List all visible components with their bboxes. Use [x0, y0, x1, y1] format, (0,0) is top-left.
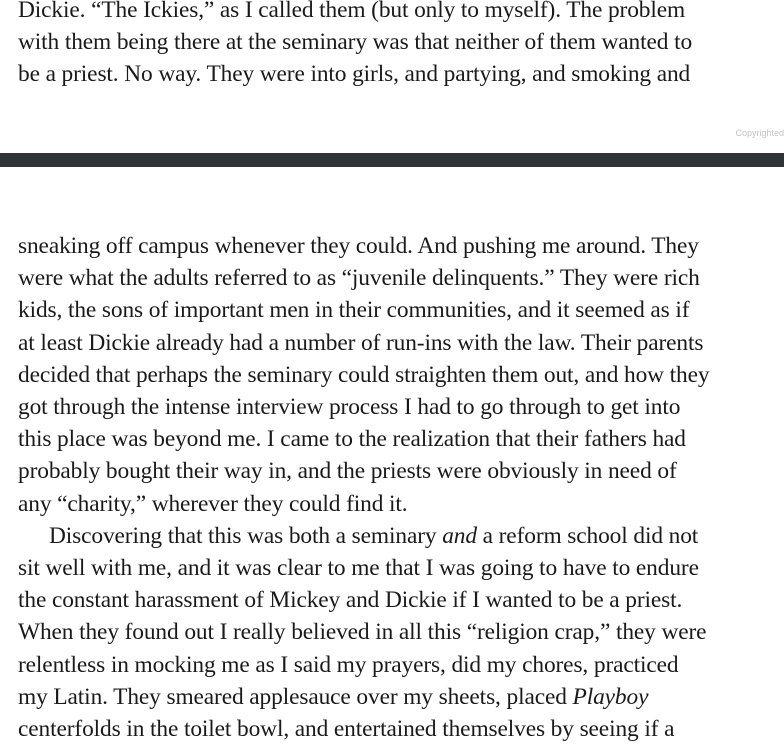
text-line: the constant harassment of Mickey and Dickie if I wanted to be a priest. [18, 587, 683, 614]
text-line: sneaking off campus whenever they could. And pushing me around. They [18, 233, 699, 259]
text-line: sit well with me, and it was clear to me that I was going to have to endure [18, 555, 699, 582]
copyright-watermark: Copyrighted [735, 128, 784, 138]
text-line: When they found out I really believed in all this “religion crap,” they were [18, 619, 707, 646]
text-line: this place was beyond me. I came to the realization that their fathers had [18, 426, 686, 453]
text-line: Dickie. “The Ickies,” as I called them (but only to myself). The problem [18, 0, 686, 23]
text-run: Discovering that this was both a seminary [49, 522, 443, 549]
page-divider [0, 153, 784, 167]
text-line: kids, the sons of important men in their communities, and it seemed as if [18, 297, 690, 324]
text-line: centerfolds in the toilet bowl, and entertained themselves by seeing if a [18, 716, 675, 743]
text-line: decided that perhaps the seminary could straighten them out, and how they [18, 361, 710, 388]
text-run: a reform school did not [476, 522, 699, 549]
text-line: got through the intense interview process I had to go through to get into [18, 394, 681, 421]
page-bottom [0, 167, 784, 748]
page-top [0, 0, 784, 153]
text-line: relentless in mocking me as I said my prayers, did my chores, practiced [18, 651, 679, 678]
text-line-with-italic [18, 681, 784, 713]
paragraph-first-line [18, 520, 784, 552]
text-line: be a priest. No way. They were into girls, and partying, and smoking and [18, 61, 691, 88]
text-run: my Latin. They smeared applesauce over my sheets, placed [18, 683, 573, 710]
text-line: probably bought their way in, and the priests were obviously in need of [18, 458, 677, 485]
text-line: at least Dickie already had a number of run-ins with the law. Their parents [18, 329, 704, 356]
text-line: with them being there at the seminary was that neither of them wanted to [18, 29, 693, 56]
text-line: were what the adults referred to as “juvenile delinquents.” They were rich [18, 265, 700, 292]
page-bottom-text [18, 230, 784, 745]
emphasis-text: and [442, 522, 477, 549]
text-line: any “charity,” wherever they could find it. [18, 490, 408, 517]
emphasis-text: Playboy [572, 683, 649, 710]
page-top-text [18, 0, 784, 91]
